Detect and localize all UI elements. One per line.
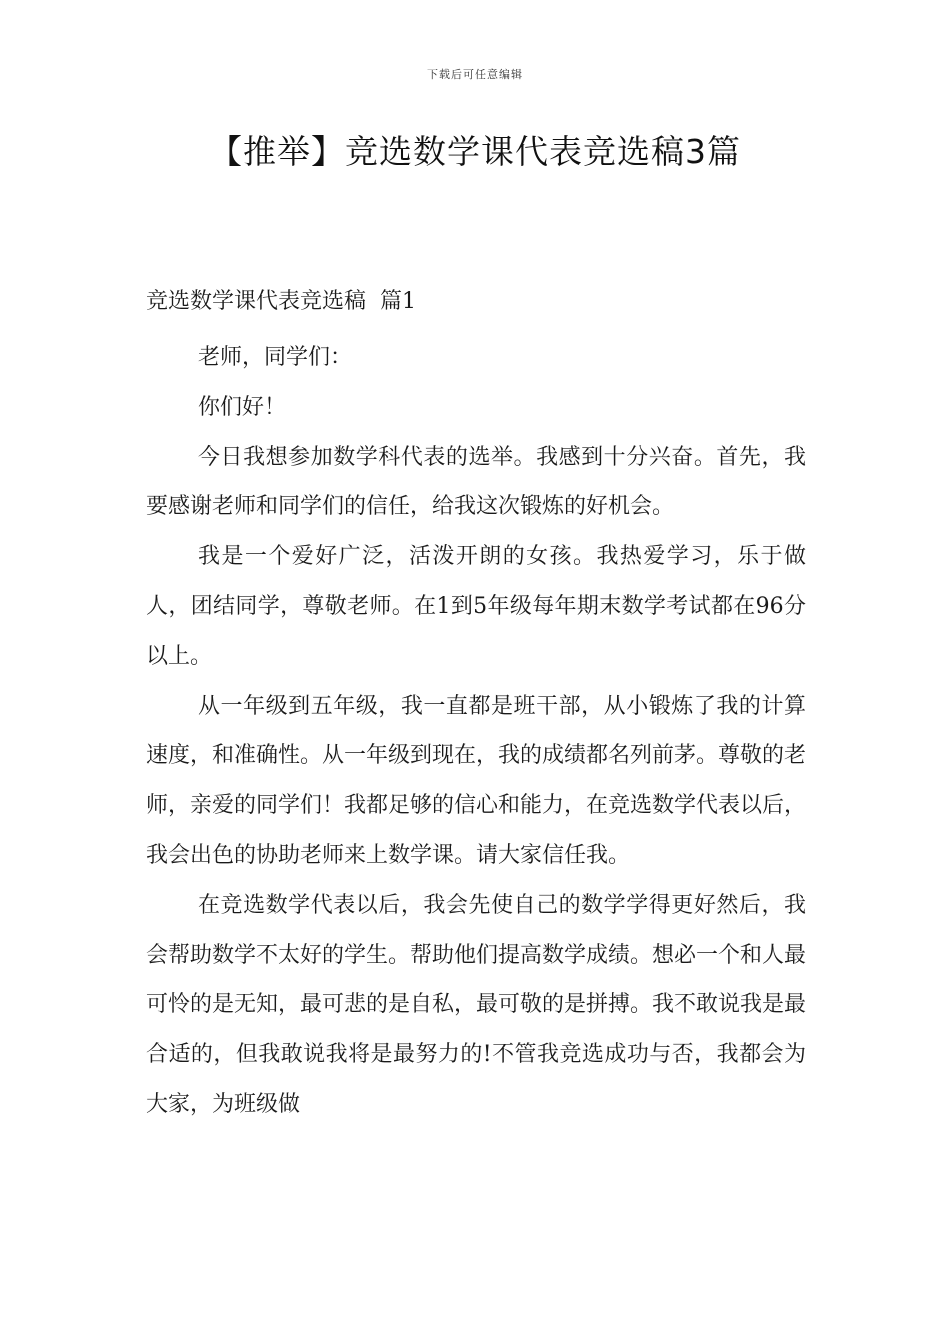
section-heading (146, 284, 416, 315)
body-paragraph: 今日我想参加数学科代表的选举。我感到十分兴奋。首先，我要感谢老师和同学们的信任，给我这次锻炼的好机会。 (146, 444, 806, 520)
section-number: 篇1 (380, 289, 417, 314)
body-paragraph: 在竞选数学代表以后，我会先使自己的数学学得更好然后，我会帮助数学不太好的学生。帮助他们提高数学成绩。想必一个和人最可怜的是无知，最可悲的是自私，最可敬的是拼搏。我不敢说我是最合适的，但我敢说我将是最努力的!不管我竞选成功与否，我都会为大家，为班级做 (146, 892, 807, 1117)
greeting-paragraph: 老师，同学们： (198, 345, 353, 370)
document-title: 【推举】竞选数学课代表竞选稿3篇 (209, 132, 741, 171)
download-note: 下载后可任意编辑 (427, 68, 523, 81)
salutation-paragraph: 你们好！ (198, 394, 287, 420)
body-paragraph: 我是一个爱好广泛，活泼开朗的女孩。我热爱学习，乐于做人，团结同学，尊敬老师。在1到5年级每年期末数学考试都在96分以上。 (146, 544, 806, 669)
document-body (146, 333, 806, 1130)
body-paragraph: 从一年级到五年级，我一直都是班干部，从小锻炼了我的计算速度，和准确性。从一年级到现在，我的成绩都名列前茅。尊敬的老师，亲爱的同学们！我都足够的信心和能力，在竞选数学代表以后，我会出色的协助老师来上数学课。请大家信任我。 (146, 693, 807, 868)
section-heading-text: 竞选数学课代表竞选稿 (146, 289, 367, 314)
